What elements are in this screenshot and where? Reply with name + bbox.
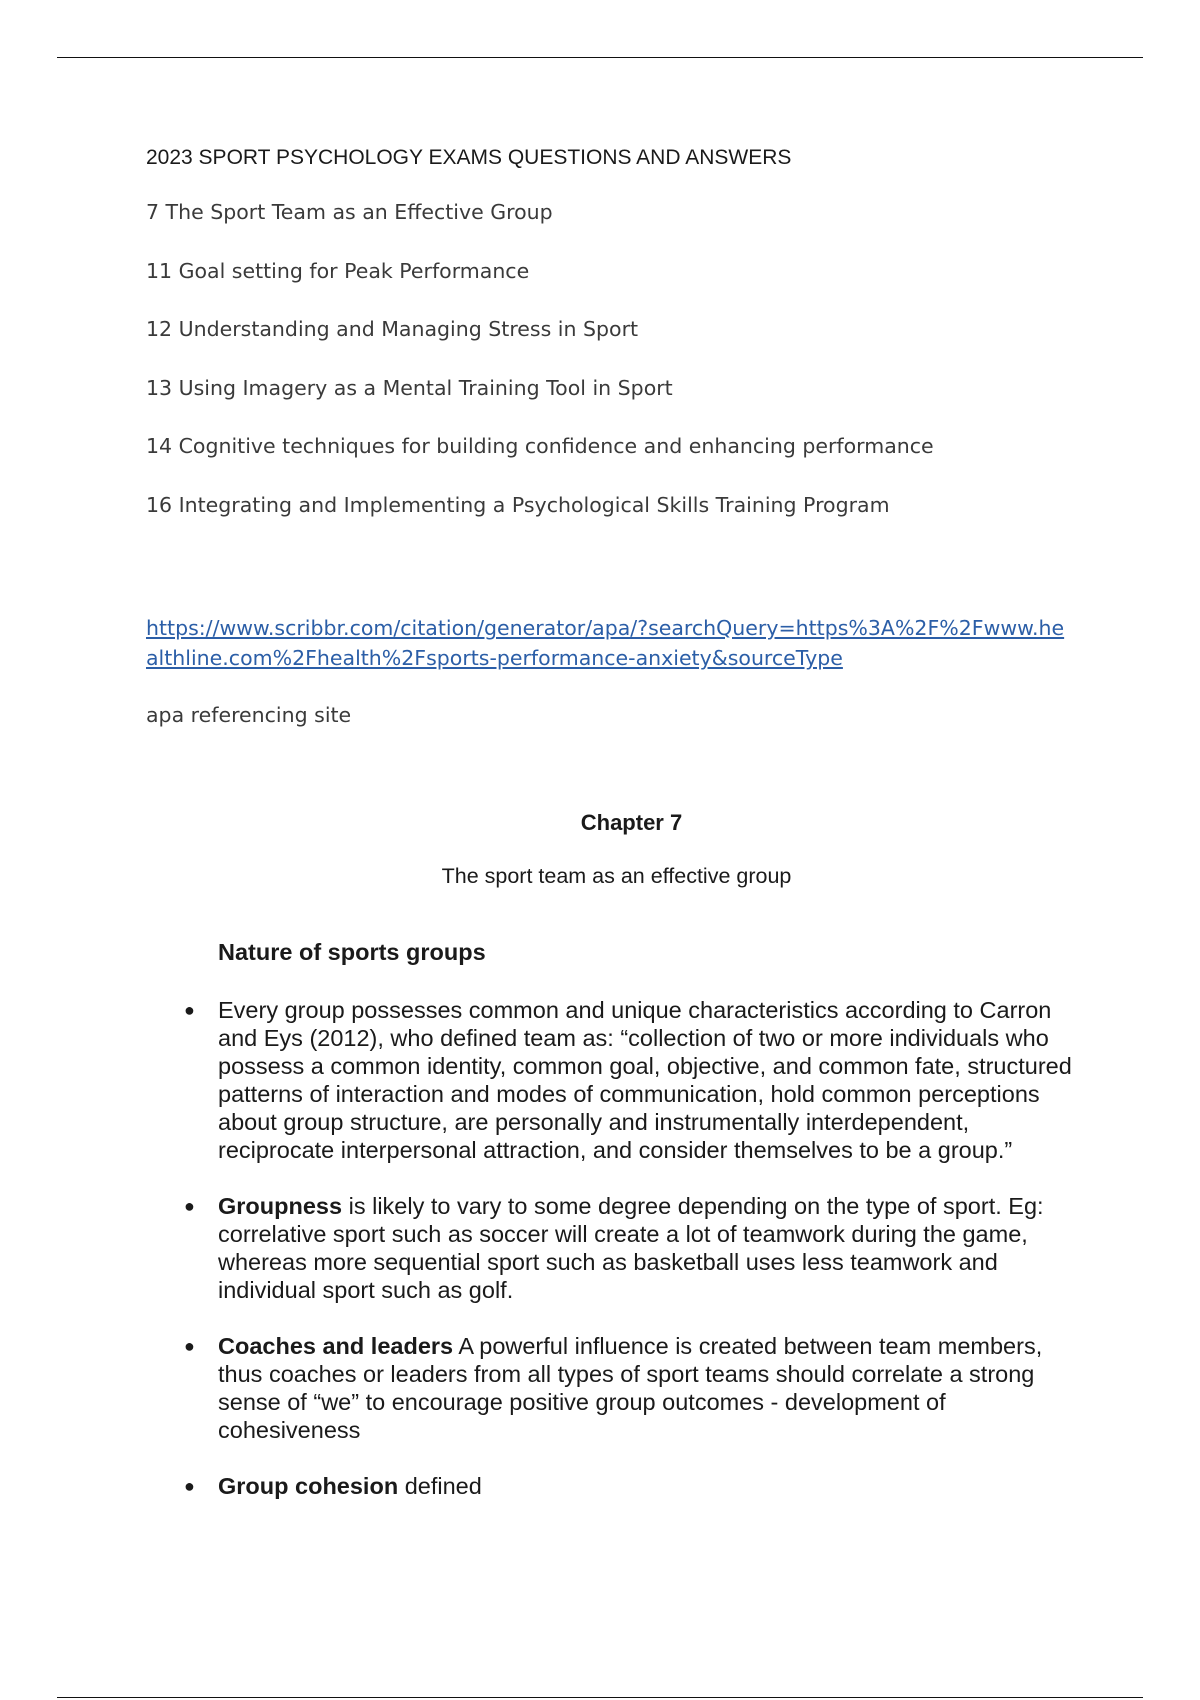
table-of-contents — [146, 198, 934, 550]
bullet-text: defined — [398, 1473, 482, 1499]
bullet-icon: ● — [184, 1476, 195, 1496]
bottom-rule — [57, 1697, 1143, 1698]
chapter-subtitle: The sport team as an effective group — [441, 864, 792, 888]
toc-item: 7 The Sport Team as an Effective Group — [146, 200, 553, 224]
bullet-item — [184, 996, 1078, 1164]
reference-link[interactable]: https://www.scribbr.com/citation/generator/apa/?searchQuery=https%3A%2F%2Fwww.healthline.com%2Fhealth%2Fsports-performance-anxiety&sourceType — [146, 616, 1065, 670]
chapter-heading: Chapter 7 — [580, 810, 683, 835]
section-heading: Nature of sports groups — [218, 939, 486, 965]
bullet-icon: ● — [184, 1000, 195, 1020]
bullet-term: Group cohesion — [218, 1473, 399, 1499]
bullet-list — [184, 996, 1078, 1528]
toc-item: 12 Understanding and Managing Stress in Sport — [146, 317, 639, 342]
bullet-text: Every group possesses common and unique characteristics according to Carron and Eys (2012), who defined team as: “collection of two or more individuals who possess a common identity, common goal, objective, and common fate, structured patterns of interaction and modes of communication, hold common perceptions about group structure, are personally and instrumentally interdependent, reciprocate interpersonal attraction, and consider themselves to be a group.” — [218, 997, 1072, 1163]
bullet-icon: ● — [184, 1336, 195, 1356]
bullet-text: A powerful influence is created between team members, thus coaches or leaders from all types of sport teams should correlate a strong sense of “we” to encourage positive group outcomes - development of cohesiveness — [218, 1333, 1043, 1443]
top-rule — [57, 57, 1143, 58]
toc-item: 16 Integrating and Implementing a Psychological Skills Training Program — [146, 492, 890, 517]
bullet-item — [184, 1192, 1078, 1304]
bullet-text: is likely to vary to some degree depending on the type of sport. Eg: correlative sport such as soccer will create a lot of teamwork during the game, whereas more sequential sport such as basketball uses less teamwork and individual sport such as golf. — [218, 1193, 1044, 1303]
toc-item: 11 Goal setting for Peak Performance — [146, 258, 530, 283]
bullet-term: Coaches and leaders — [218, 1333, 454, 1359]
bullet-icon: ● — [184, 1196, 195, 1216]
toc-item: 14 Cognitive techniques for building confidence and enhancing performance — [146, 434, 934, 459]
bullet-item — [184, 1472, 1078, 1500]
reference-note: apa referencing site — [146, 703, 352, 727]
bullet-item — [184, 1332, 1078, 1444]
toc-item: 13 Using Imagery as a Mental Training Tool in Sport — [146, 375, 673, 400]
document-title: 2023 SPORT PSYCHOLOGY EXAMS QUESTIONS AND ANSWERS — [146, 146, 792, 169]
bullet-term: Groupness — [218, 1193, 343, 1219]
